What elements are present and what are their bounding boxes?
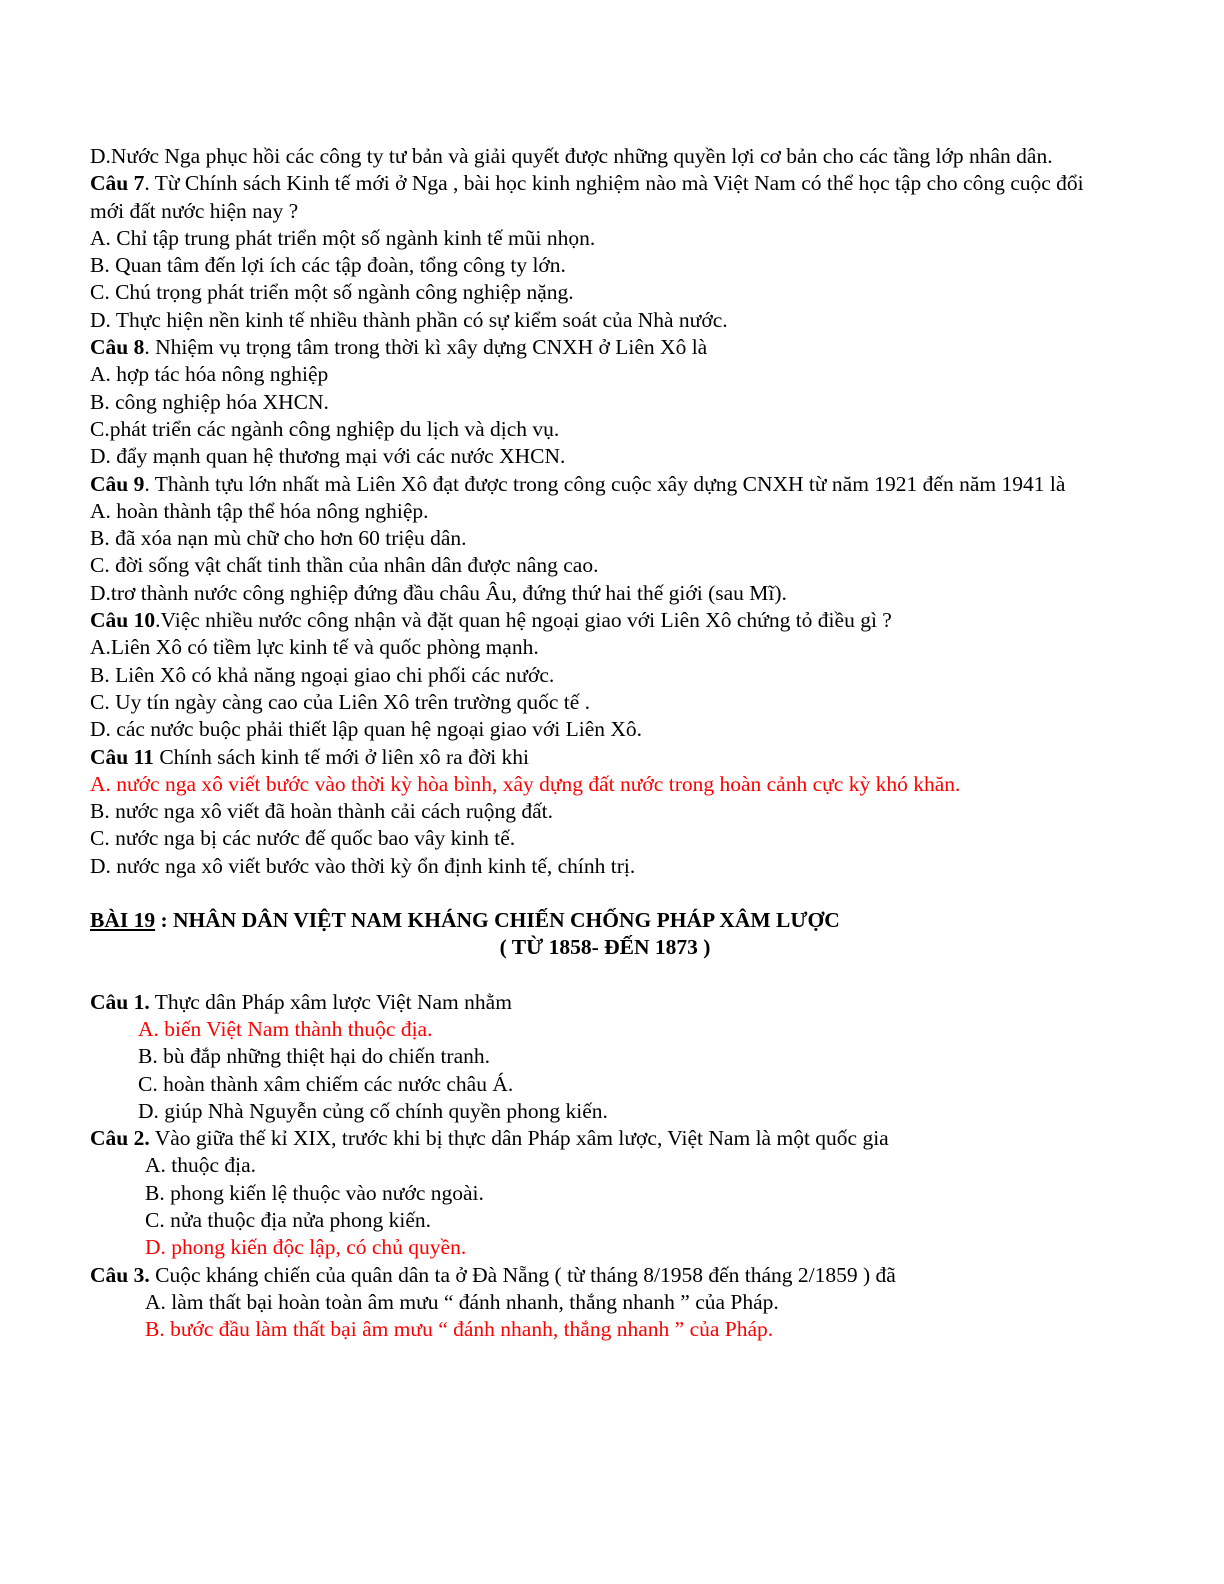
question-8-label: Câu 8 [90,335,145,360]
lesson-question-2 [90,1125,1120,1152]
question-10 [90,607,1120,634]
q7-option-c: C. Chú trọng phát triển một số ngành công nghiệp nặng. [90,280,574,305]
q7-option-b: B. Quan tâm đến lợi ích các tập đoàn, tổng công ty lớn. [90,253,566,278]
lq3-option-a: A. làm thất bại hoàn toàn âm mưu “ đánh nhanh, thắng nhanh ” của Pháp. [145,1289,779,1314]
question-7-label: Câu 7 [90,171,145,196]
question-8-text: . Nhiệm vụ trọng tâm trong thời kì xây dựng CNXH ở Liên Xô là [144,335,708,360]
q9-option-d: D.trơ thành nước công nghiệp đứng đầu châu Âu, đứng thứ hai thế giới (sau Mĩ). [90,580,787,605]
lesson-code: BÀI 19 [90,908,156,933]
lq1-option-b: B. bù đắp những thiệt hại do chiến tranh. [138,1044,490,1069]
question-10-label: Câu 10 [90,608,156,633]
q10-option-b: B. Liên Xô có khả năng ngoại giao chi phối các nước. [90,662,555,687]
question-9-label: Câu 9 [90,471,145,496]
question-7-text: . Từ Chính sách Kinh tế mới ở Nga , bài học kinh nghiệm nào mà Việt Nam có thể học tập cho công cuộc đổi mới đất nước hiện nay ? [90,171,1084,223]
q6-option-d: D.Nước Nga phục hồi các công ty tư bản và giải quyết được những quyền lợi cơ bản cho các tầng lớp nhân dân. [90,144,1053,168]
lesson-question-3-text: Cuộc kháng chiến của quân dân ta ở Đà Nẵng ( từ tháng 8/1958 đến tháng 2/1859 ) đã [149,1262,896,1287]
lq2-option-c: C. nửa thuộc địa nửa phong kiến. [145,1207,432,1232]
q9-option-a: A. hoàn thành tập thể hóa nông nghiệp. [90,498,429,523]
lesson-question-1-label: Câu 1. [90,989,150,1014]
q8-option-a: A. hợp tác hóa nông nghiệp [90,362,329,387]
lesson-subtitle: ( TỪ 1858- ĐẾN 1873 ) [499,935,711,960]
q7-option-d: D. Thực hiện nền kinh tế nhiều thành phần có sự kiểm soát của Nhà nước. [90,307,728,332]
lesson-heading [90,907,1120,934]
question-10-text: .Việc nhiều nước công nhận và đặt quan hệ ngoại giao với Liên Xô chứng tỏ điều gì ? [155,608,892,633]
question-11-label: Câu 11 [90,744,154,769]
q11-option-d: D. nước nga xô viết bước vào thời kỳ ổn định kinh tế, chính trị. [90,853,636,878]
lesson-question-2-text: Vào giữa thế kỉ XIX, trước khi bị thực dân Pháp xâm lược, Việt Nam là một quốc gia [149,1126,889,1151]
lq1-option-c: C. hoàn thành xâm chiếm các nước châu Á. [138,1071,514,1096]
q10-option-d: D. các nước buộc phải thiết lập quan hệ ngoại giao với Liên Xô. [90,717,643,742]
document-page [90,143,1120,1343]
q8-option-b: B. công nghiệp hóa XHCN. [90,389,329,414]
lq2-option-b: B. phong kiến lệ thuộc vào nước ngoài. [145,1180,484,1205]
spacer [90,962,1120,989]
question-7 [90,170,1120,225]
question-11 [90,744,1120,771]
lq2-option-d-correct: D. phong kiến độc lập, có chủ quyền. [145,1235,467,1260]
q11-option-a-correct: A. nước nga xô viết bước vào thời kỳ hòa bình, xây dựng đất nước trong hoàn cảnh cực kỳ khó khăn. [90,771,961,796]
lq1-option-a-correct: A. biến Việt Nam thành thuộc địa. [138,1016,433,1041]
q9-option-c: C. đời sống vật chất tinh thần của nhân dân được nâng cao. [90,553,599,578]
q10-option-c: C. Uy tín ngày càng cao của Liên Xô trên trường quốc tế . [90,689,591,714]
q9-option-b: B. đã xóa nạn mù chữ cho hơn 60 triệu dân. [90,526,467,551]
q11-option-b: B. nước nga xô viết đã hoàn thành cải cách ruộng đất. [90,799,554,824]
lq1-option-d: D. giúp Nhà Nguyễn củng cố chính quyền phong kiến. [138,1098,608,1123]
question-8 [90,334,1120,361]
question-9-text: . Thành tựu lớn nhất mà Liên Xô đạt được trong công cuộc xây dựng CNXH từ năm 1921 đến năm 1941 là [144,471,1066,496]
lesson-question-1 [90,989,1120,1016]
q10-option-a: A.Liên Xô có tiềm lực kinh tế và quốc phòng mạnh. [90,635,539,660]
lesson-question-3 [90,1262,1120,1289]
lq3-option-b-correct: B. bước đầu làm thất bại âm mưu “ đánh nhanh, thắng nhanh ” của Pháp. [145,1317,774,1342]
question-11-text: Chính sách kinh tế mới ở liên xô ra đời khi [153,744,530,769]
lq2-option-a: A. thuộc địa. [145,1153,257,1178]
q8-option-c: C.phát triển các ngành công nghiệp du lịch và dịch vụ. [90,416,560,441]
q11-option-c: C. nước nga bị các nước đế quốc bao vây kinh tế. [90,826,516,851]
q8-option-d: D. đẩy mạnh quan hệ thương mại với các nước XHCN. [90,444,566,469]
question-9 [90,471,1120,498]
lesson-question-3-label: Câu 3. [90,1262,150,1287]
lesson-question-1-text: Thực dân Pháp xâm lược Việt Nam nhằm [149,989,512,1014]
q7-option-a: A. Chỉ tập trung phát triển một số ngành kinh tế mũi nhọn. [90,225,596,250]
lesson-question-2-label: Câu 2. [90,1126,150,1151]
lesson-title: : NHÂN DÂN VIỆT NAM KHÁNG CHIẾN CHỐNG PHÁP XÂM LƯỢC [155,908,840,933]
